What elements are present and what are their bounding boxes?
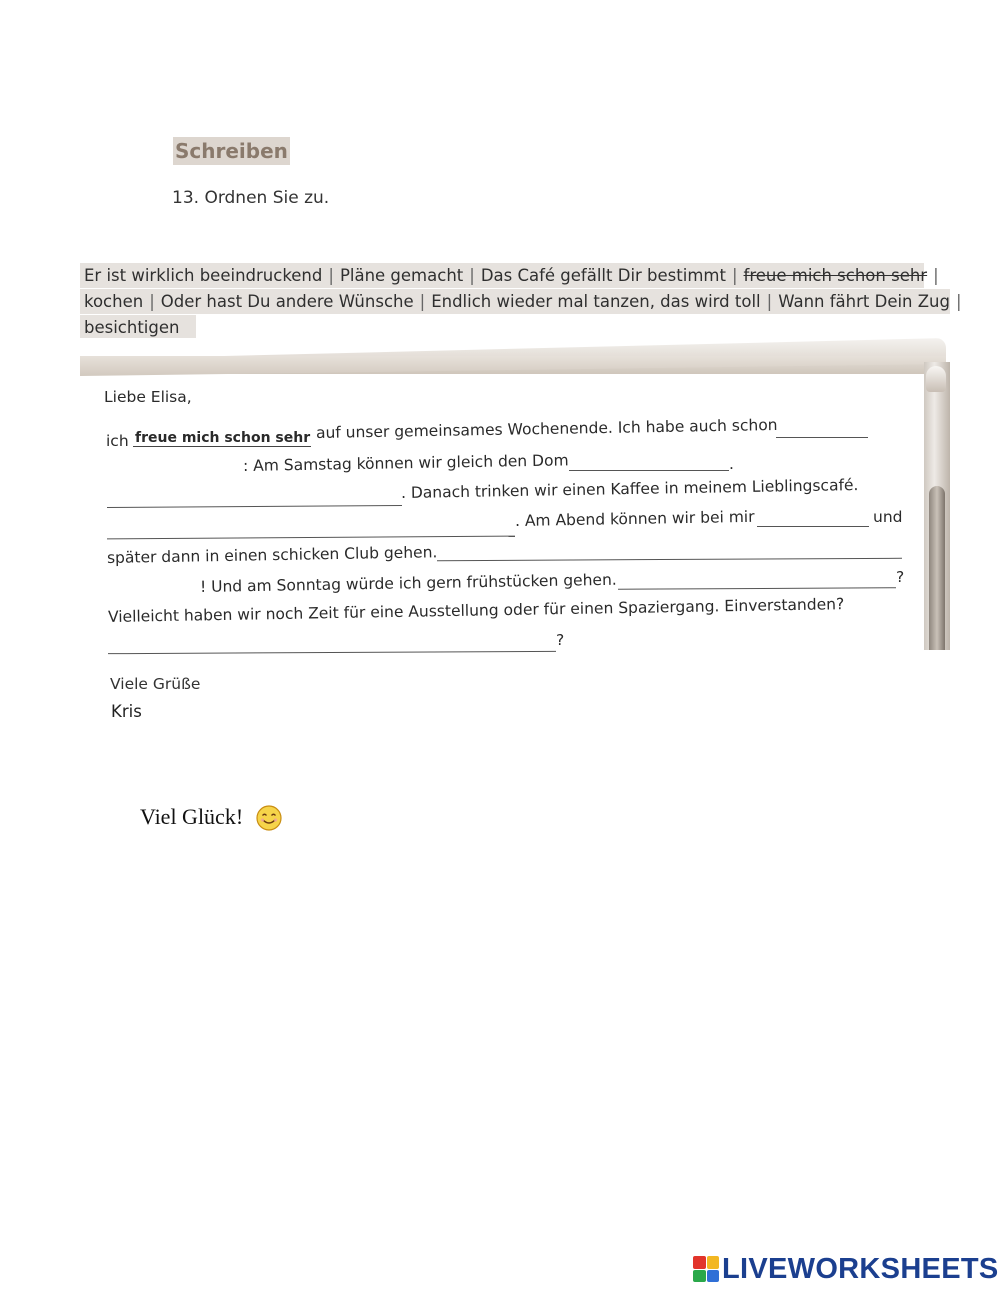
separator: | <box>956 292 962 311</box>
scrollbar-cap[interactable] <box>926 366 946 392</box>
word-bank-item: Oder hast Du andere Wünsche <box>160 292 414 311</box>
word-bank-item: Das Café gefällt Dir bestimmt <box>480 266 726 285</box>
word-bank-row-2 <box>80 289 962 314</box>
word-bank-item: Er ist wirklich beeindruckend <box>84 266 323 285</box>
brand-name: LIVEWORKSHEETS <box>722 1253 999 1285</box>
letter-text: Vielleicht haben wir noch Zeit für eine Ausstellung oder für einen Spaziergang. Einverstanden? <box>107 595 845 626</box>
word-bank-row-3 <box>80 315 196 340</box>
good-luck-message: Viel Glück! <box>140 804 244 829</box>
word-bank-row-1 <box>80 263 939 288</box>
word-bank-item: Endlich wieder mal tanzen, das wird toll <box>431 292 761 311</box>
brand-logo[interactable] <box>693 1254 999 1284</box>
letter-text: und <box>873 508 903 526</box>
scrollbar-thumb[interactable] <box>929 486 945 650</box>
letter-text: ? <box>896 568 905 586</box>
letter-greeting: Liebe Elisa, <box>104 388 192 406</box>
word-bank-item: besichtigen <box>84 318 180 337</box>
letter-text: . <box>729 455 734 473</box>
separator: | <box>766 292 773 311</box>
letter-signature: Kris <box>111 702 142 721</box>
liveworksheets-logo-icon <box>693 1256 719 1282</box>
answer-blank-2[interactable] <box>776 437 868 438</box>
letter-text: . Danach trinken wir einen Kaffee in meinem Lieblingscafé. <box>400 476 859 502</box>
letter-text: auf unser gemeinsames Wochenende. Ich habe auch schon <box>315 415 778 442</box>
answer-blank-3[interactable] <box>569 470 729 471</box>
separator: | <box>469 266 475 285</box>
separator: | <box>933 266 939 285</box>
separator: | <box>328 266 334 285</box>
answer-blank-6[interactable] <box>757 526 869 527</box>
task-instruction: 13. Ordnen Sie zu. <box>172 188 330 208</box>
letter-text: ich <box>106 432 129 450</box>
letter-text: : Am Samstag können wir gleich den Dom <box>242 451 569 475</box>
letter-text: . Am Abend können wir bei mir <box>514 507 755 530</box>
separator: | <box>731 266 738 285</box>
answer-blank-9[interactable] <box>108 651 556 654</box>
word-bank-item: Pläne gemacht <box>339 266 464 285</box>
answer-blank-1[interactable]: freue mich schon sehr <box>135 430 311 446</box>
separator: | <box>419 292 426 311</box>
letter-text: ! Und am Sonntag würde ich gern frühstücken gehen. <box>199 570 617 596</box>
section-heading: Schreiben <box>175 139 288 163</box>
letter-text: später dann in einen schicken Club gehen. <box>106 543 438 567</box>
smiling-face-icon <box>256 805 282 831</box>
word-bank-item-used: freue mich schon sehr <box>743 266 928 285</box>
separator: | <box>149 292 155 311</box>
word-bank-item: Wann fährt Dein Zug <box>778 292 950 311</box>
letter-text: ? <box>556 631 565 649</box>
letter-closing: Viele Grüße <box>110 675 201 693</box>
word-bank-item: kochen <box>84 292 144 311</box>
